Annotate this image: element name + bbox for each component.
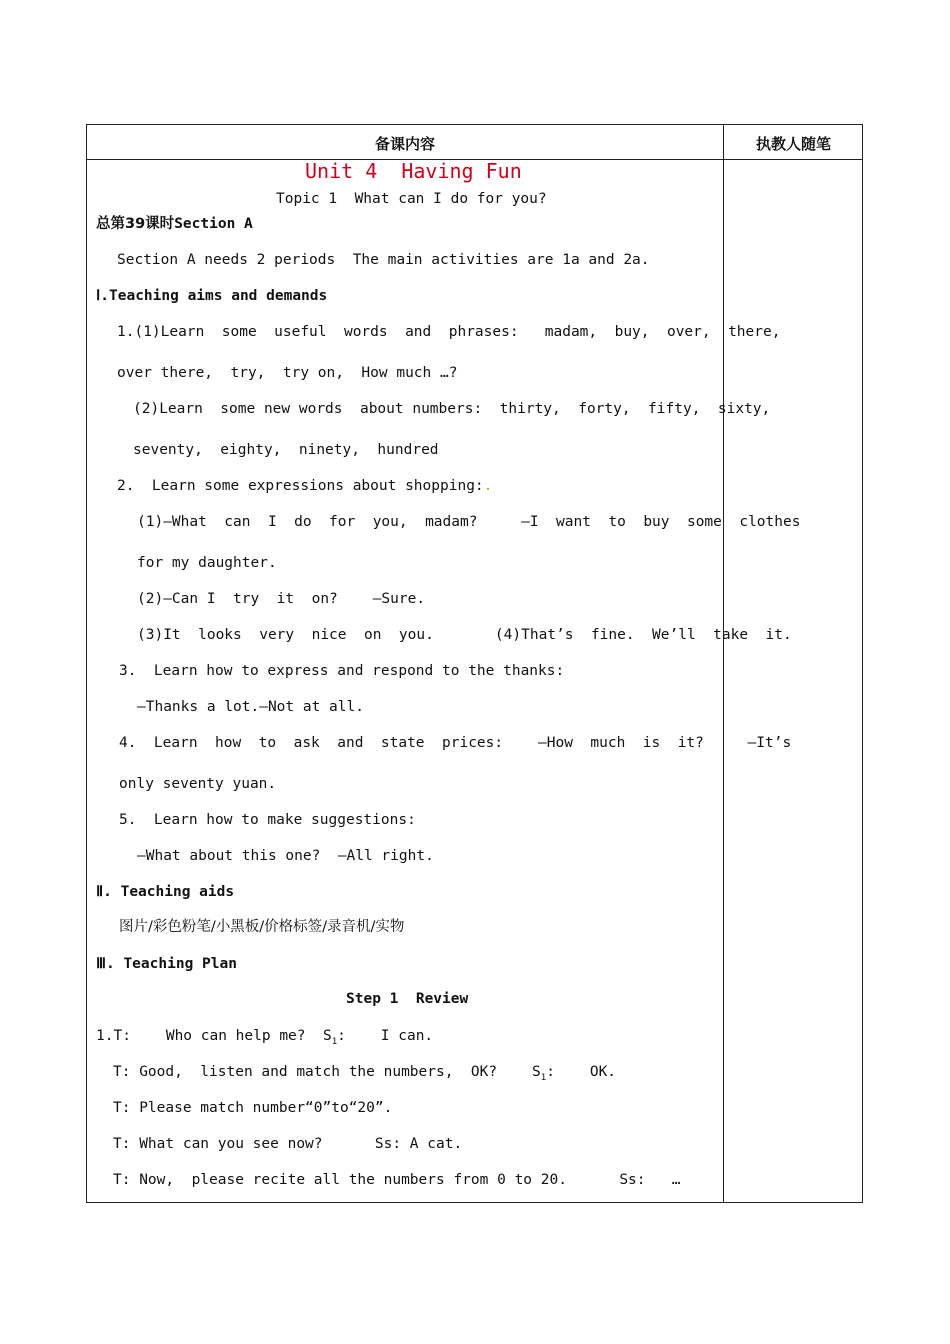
content-column-header: 备课内容 (374, 135, 435, 153)
lesson-heading (96, 215, 253, 233)
table-header-row (87, 125, 862, 160)
aim-2-1-line-1: (1)—What can I do for you, madam? —I want to buy some clothes (137, 514, 801, 530)
aids-heading: Ⅱ. Teaching aids (96, 884, 235, 900)
column-divider (723, 125, 724, 1202)
section-intro: Section A needs 2 periods The main activities are 1a and 2a. (117, 252, 650, 268)
dialogue-line-3: T: Please match number“0”to“20”. (113, 1100, 393, 1116)
aim-1-line-1: 1.(1)Learn some useful words and phrases: madam, buy, over, there, (117, 324, 781, 340)
aids-list: 图片/彩色粉笔/小黑板/价格标签/录音机/实物 (119, 919, 405, 935)
aim-2-2: (2)—Can I try it on? —Sure. (137, 591, 426, 607)
aim-1b-line-1: (2)Learn some new words about numbers: thirty, forty, fifty, sixty, (133, 401, 771, 417)
dialogue-2-rest: : OK. (546, 1064, 617, 1080)
aim-4-line-2: only seventy yuan. (119, 776, 277, 792)
aim-2-3: (3)It looks very nice on you. (4)That’s fine. We’ll take it. (137, 627, 792, 643)
dialogue-line-1 (96, 1027, 433, 1051)
aim-1-line-2: over there, try, try on, How much …? (117, 365, 458, 381)
dialogue-2-text: T: Good, listen and match the numbers, OK? S (113, 1064, 541, 1080)
unit-title: Unit 4 Having Fun (305, 159, 522, 183)
aim-2-text: 2. Learn some expressions about shopping: (117, 478, 484, 494)
aim-2 (117, 477, 492, 495)
aim-5-example: —What about this one? —All right. (137, 848, 434, 864)
aim-2-dot: . (483, 478, 493, 494)
aim-5: 5. Learn how to make suggestions: (119, 812, 416, 828)
aim-3-example: —Thanks a lot.—Not at all. (137, 699, 364, 715)
notes-column-header: 执教人随笔 (755, 135, 831, 153)
aim-2-1-line-2: for my daughter. (137, 555, 277, 571)
aim-1b-line-2: seventy, eighty, ninety, hundred (133, 442, 439, 458)
plan-heading: Ⅲ. Teaching Plan (96, 956, 237, 972)
aim-4-line-1: 4. Learn how to ask and state prices: —How much is it? —It’s (119, 735, 792, 751)
dialogue-1-rest: : I can. (337, 1028, 434, 1044)
dialogue-line-2 (113, 1063, 616, 1087)
dialogue-1-text: 1.T: Who can help me? S (96, 1028, 332, 1044)
aim-3: 3. Learn how to express and respond to the thanks: (119, 663, 565, 679)
dialogue-2-subscript: 1 (540, 1072, 547, 1083)
step-title: Step 1 Review (346, 991, 469, 1007)
dialogue-line-5: T: Now, please recite all the numbers from 0 to 20. Ss: … (113, 1172, 681, 1188)
lesson-section: Section A (174, 216, 253, 232)
dialogue-line-4: T: What can you see now? Ss: A cat. (113, 1136, 463, 1152)
dialogue-1-subscript: 1 (331, 1036, 338, 1047)
aims-heading: Ⅰ.Teaching aims and demands (96, 288, 328, 304)
topic-title: Topic 1 What can I do for you? (276, 191, 547, 207)
lesson-number: 总第39课时 (96, 216, 175, 232)
